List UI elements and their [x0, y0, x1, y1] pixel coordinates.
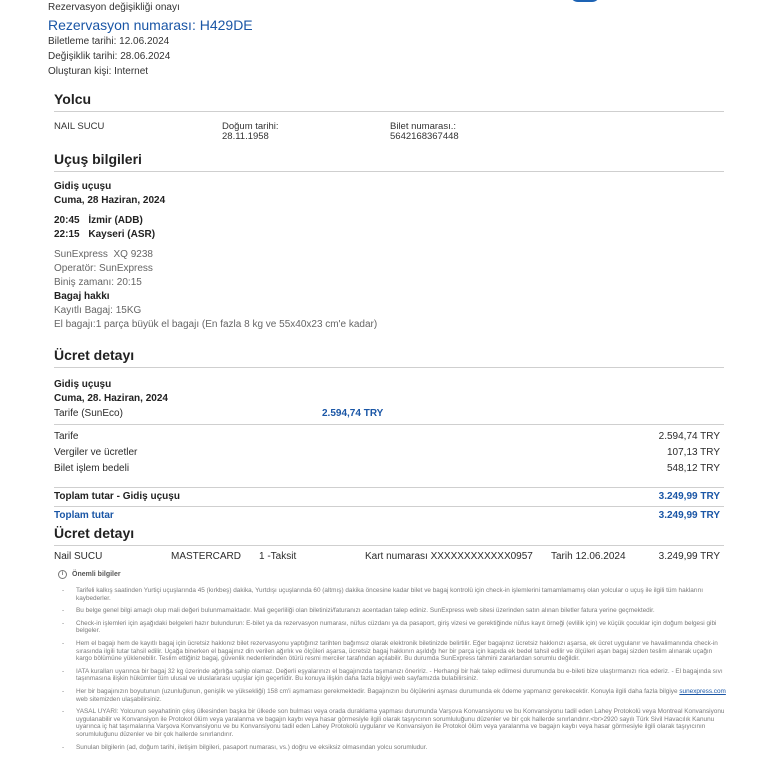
fare-row-label: Vergiler ve ücretler [54, 447, 138, 458]
arrival-row [54, 228, 724, 242]
change-date: Değişiklik tarihi: 28.06.2024 [48, 51, 171, 62]
payer-name: Nail SUCU [54, 551, 103, 562]
grand-total-row [54, 507, 724, 525]
fare-row-label: Bilet işlem bedeli [54, 463, 130, 474]
note-item: - Sunulan bilgilerin (ad, doğum tarihi, iletişim bilgileri, pasaport numarası, vs.) doğru ve eksiksiz olmasından yolcu sorumludur. [58, 744, 726, 752]
fare-section [54, 346, 724, 525]
grand-total-label: Toplam tutar [54, 510, 114, 521]
boarding-time: Biniş zamanı: 20:15 [54, 277, 142, 288]
passenger-row [54, 112, 724, 142]
logo-arc-icon [570, 0, 600, 2]
document-subtitle: Rezervasyon değişikliği onayı [48, 2, 180, 13]
payment-date: Tarih 12.06.2024 [551, 551, 626, 562]
cabin-baggage: El bagajı:1 parça büyük el bagajı (En fazla 8 kg ve 55x40x23 cm'e kadar) [54, 319, 378, 330]
fare-leg-label: Gidiş uçuşu [54, 379, 112, 390]
fare-row [54, 445, 724, 461]
note-item-link [58, 688, 726, 703]
leg-total-row [54, 488, 724, 506]
note-item: - IATA kuralları uyarınca bir bagaj 32 kg üzerinde ağırlığa sahip olamaz. Değerli eşyalarınızı el bagajınızda taşımanızı öneririz. - Herhangi bir hak talep edilmesi durumunda bu e-bileti bize ulaştırmanızı rica ederiz. - El bagajında sıvı taşınmasına ilişkin hükümler tüm ulusal ve uluslararası uçuşlar için geçerlidir. Bu konuya ilişkin daha fazla bilgiyi web sayfamızda bulabilirsiniz. [58, 668, 726, 683]
grand-total-value: 3.249,99 TRY [658, 510, 720, 521]
fare-row-value: 2.594,74 TRY [658, 431, 720, 442]
operator: Operatör: SunExpress [54, 263, 153, 274]
fare-date: Cuma, 28. Haziran, 2024 [54, 393, 168, 404]
note-item: - Hem el bagajı hem de kayıtlı bagaj için ücretsiz hakkınız bilet rezervasyonu yaptığınız tarihten bağımsız olarak elektronik biletinizde belirtilir. Eğer bagajınız ücretsiz hakkınızı aşarsa, ek ücret uygulanır ve havalimanında check-in sırasında ilgili tutar tahsil edilir. Uçağa binerken el bagajınız din verilen ağırlık ve ölçüleri aşarsa, ücretsiz bagaj hakkının aşıldığı her bir parça için kapıda ek bedel tahsil edilir ve ölçüleri aşan bagaj sizden teslim alınarak uçağın kargo bölümüne yüklenebilir. Teslim ettiğiniz bagaj, güvenlik nedenlerinden ötürü resmi merciler tarafından açılabilir. Bu durumda SunExpress tahmini zararlardan sorumlu değildir. [58, 640, 726, 663]
carrier-flight-number: SunExpress XQ 9238 [54, 249, 153, 260]
card-number: Kart numarası XXXXXXXXXXXX0957 [365, 551, 533, 562]
fare-row [54, 461, 724, 477]
baggage-title: Bagaj hakkı [54, 291, 110, 302]
note-item: - Check-in işlemleri için aşağıdaki belgeleri hazır bulundurun: E-bilet ya da rezervasyon numarası, nüfus cüzdanı ya da pasaport, giriş vizesi ve gerektiğinde nüfus kayıt örneği (evlilik için) ve küçük çocuklar için doğum belgesi gibi belgeler. [58, 620, 726, 635]
flight-date: Cuma, 28 Haziran, 2024 [54, 195, 166, 206]
important-notes [58, 570, 726, 751]
payment-amount: 3.249,99 TRY [658, 551, 720, 562]
tariff-row [54, 406, 724, 424]
departure-airport: İzmir (ADB) [88, 215, 143, 226]
arrival-time: 22:15 [54, 229, 80, 240]
fare-title: Ücret detayı [54, 346, 724, 368]
sunexpress-link[interactable]: sunexpress.com [679, 687, 726, 695]
passenger-name: NAIL SUCU [54, 121, 105, 132]
tariff-name: Tarife (SunEco) [54, 408, 123, 419]
ticket-number-value: 5642168367448 [390, 131, 459, 142]
departure-time: 20:45 [54, 215, 80, 226]
notes-title: Önemli bilgiler [72, 571, 121, 578]
flight-title: Uçuş bilgileri [54, 150, 724, 172]
ticketing-date: Biletleme tarihi: 12.06.2024 [48, 36, 170, 47]
notes-header [58, 570, 726, 580]
card-type: MASTERCARD [171, 551, 242, 562]
payment-section [54, 524, 724, 564]
note-link-suffix: web sitemizden ulaşabilirsiniz. [76, 695, 162, 703]
outbound-leg-label: Gidiş uçuşu [54, 181, 112, 192]
fare-row [54, 429, 724, 445]
reservation-number: Rezervasyon numarası: H429DE [48, 17, 253, 33]
tariff-price: 2.594,74 TRY [322, 408, 384, 419]
created-by: Oluşturan kişi: Internet [48, 66, 149, 77]
birth-date-value: 28.11.1958 [222, 131, 269, 142]
flight-section [54, 150, 724, 332]
birth-date-label: Doğum tarihi: [222, 121, 279, 132]
ticket-number-label: Bilet numarası.: [390, 121, 456, 132]
fare-breakdown [54, 429, 724, 477]
passenger-title: Yolcu [54, 90, 724, 112]
payment-row [54, 548, 724, 564]
note-item: - YASAL UYARI: Yolcunun seyahatinin çıkış ülkesinden başka bir ülkede son bulması veya orada duraklama yapması durumunda Varşova Konvansiyonu ve bu Konvansiyonu tadil eden Lahey Protokolü veya Montreal Konvansiyonu uygulanabilir ve Konvansiyon ile Protokol ölüm veya yaralanma ve bagajın kaybı veya hasar görmesiyle ilgili olarak taşıyıcının sorumluluğunu düzenler ve bir çok hallerde sınırlandırır.<br>2920 sayılı Türk Sivil Havacılık Kanunu uyarınca iç hat taşımalarına Varşova Konvansiyonu ve bu Konvansiyonu tadil eden Lahey Protokolü uygulanır ve Konvansiyon ile Protokol ölüm veya yaralanma ve bagajın kaybı veya hasar görmesiyle ilgili olarak taşıyıcının sorumluluğunu düzenler ve bir çok hallerde sınırlandırır. [58, 708, 726, 738]
note-text: Her bir bagajınızın boyutunun (uzunluğunun, genişlik ve yüksekliği) 158 cm'i aşmaması gerekmektedir. Bagajınızın bu ölçülerini aşması durumunda ek ödeme yapmanız gerekecektir. Konuyla ilgili daha fazla bilgiye [76, 687, 678, 695]
arrival-airport: Kayseri (ASR) [88, 229, 156, 240]
note-item: - Bu belge genel bilgi amaçlı olup mali değeri bulunmamaktadır. Mali geçerliliği olan biletinizi/faturanızı acentadan talep ediniz. SunExpress web sitesi üzerinden satın alınan biletler fatura yerine geçmektedir. [58, 607, 726, 615]
payment-title: Ücret detayı [54, 524, 724, 546]
leg-total-value: 3.249,99 TRY [658, 491, 720, 502]
fare-row-value: 548,12 TRY [666, 463, 720, 474]
departure-row [54, 214, 724, 228]
passenger-section [54, 90, 724, 142]
document-header [48, 2, 253, 79]
fare-row-value: 107,13 TRY [666, 447, 720, 458]
info-icon: i [58, 570, 67, 579]
fare-row-label: Tarife [54, 431, 79, 442]
leg-total-label: Toplam tutar - Gidiş uçuşu [54, 491, 180, 502]
note-item: - Tarifeli kalkış saatinden Yurtiçi uçuşlarında 45 (kırkbeş) dakika, Yurtdışı uçuşlarında 60 (altmış) dakika öncesine kadar bilet ve bagaj kontrolü için check-in işlemlerini tamamlamamış olan yolcular o uçuş ile ilgili tüm haklarını kaybederler. [58, 587, 726, 602]
installment: 1 -Taksit [259, 551, 297, 562]
checked-baggage: Kayıtlı Bagaj: 15KG [54, 305, 142, 316]
